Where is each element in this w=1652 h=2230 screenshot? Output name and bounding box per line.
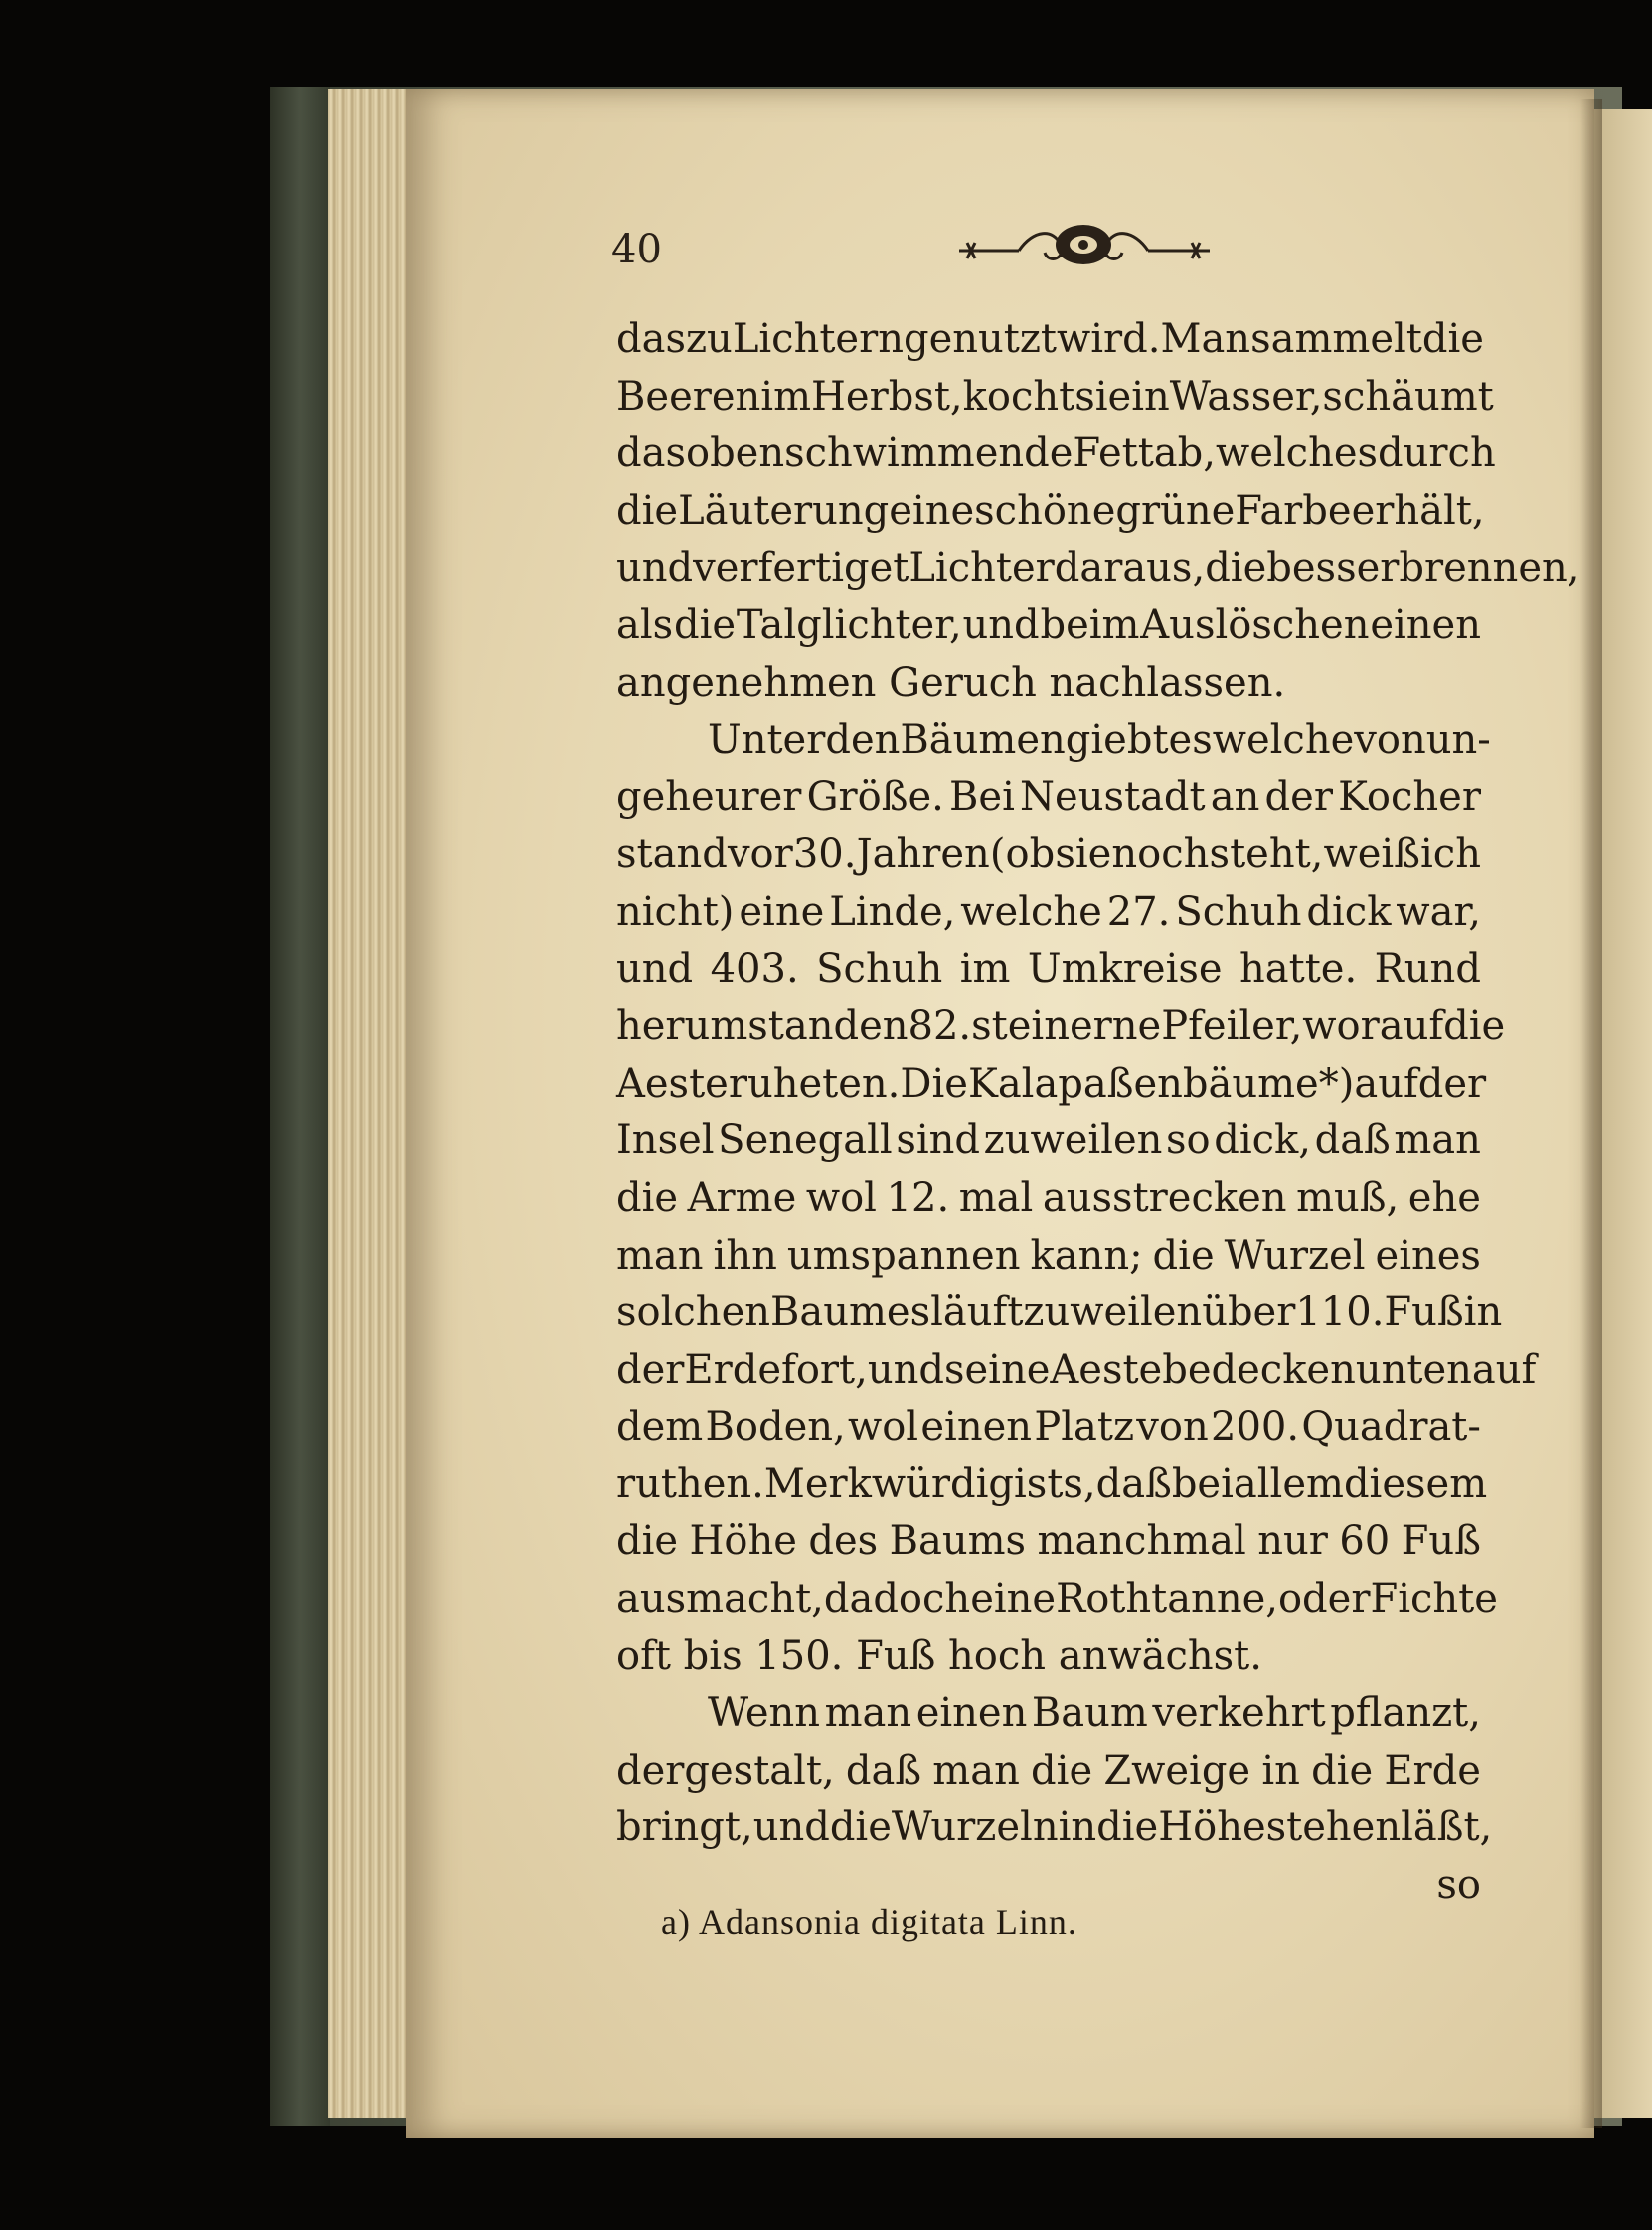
- text-line: ruthen. Merkwürdig ists, daß bei allem diesem: [616, 1460, 1488, 1507]
- text-line: die Höhe des Baums manchmal nur 60 Fuß: [616, 1518, 1481, 1565]
- text-line: dergestalt, daß man die Zweige in die Erde: [616, 1747, 1481, 1794]
- text-line: und verfertiget Lichter daraus, die besser brennen,: [616, 545, 1580, 592]
- text-line: geheurer Größe. Bei Neustadt an der Kocher: [616, 773, 1481, 820]
- text-line: stand vor 30. Jahren (ob sie noch steht, weiß ich: [616, 831, 1481, 878]
- text-line: dem Boden, wol einen Platz von 200. Quadrat-: [616, 1404, 1481, 1451]
- catchword: so: [1436, 1862, 1481, 1909]
- book-spine: [270, 87, 330, 2126]
- text-line: der Erde fort, und seine Aeste bedecken unten auf: [616, 1346, 1537, 1393]
- gutter-shadow: [1580, 99, 1602, 2128]
- text-line: die Arme wol 12. mal ausstrecken muß, ehe: [616, 1174, 1481, 1221]
- page-number: 40: [611, 227, 662, 272]
- text-line: Insel Senegall sind zuweilen so dick, daß man: [616, 1117, 1481, 1164]
- text-line: bringt, und die Wurzeln in die Höhe stehen läßt,: [616, 1804, 1493, 1851]
- paragraph-start-line: Wenn man einen Baum verkehrt pflanzt,: [708, 1690, 1481, 1737]
- text-line: man ihn umspannen kann; die Wurzel eines: [616, 1232, 1481, 1279]
- facing-page-edge: [1594, 109, 1652, 2118]
- footnote: a) Adansonia digitata Linn.: [661, 1902, 1077, 1942]
- text-line: Beeren im Herbst, kocht sie in Wasser, schäumt: [616, 373, 1494, 420]
- body-text: [616, 311, 1580, 1915]
- text-line: das zu Lichtern genutzt wird. Man sammelt die: [616, 316, 1484, 362]
- paragraph-start-line: Unter den Bäumen giebt es welche von un-: [708, 717, 1491, 764]
- text-line: als die Talglichter, und beim Auslöschen einen: [616, 601, 1481, 648]
- text-line: angenehmen Geruch nachlassen.: [616, 659, 1286, 706]
- text-line: oft bis 150. Fuß hoch anwächst.: [616, 1632, 1262, 1679]
- header-ornament-icon: [949, 209, 1218, 278]
- text-line: das obenschwimmende Fett ab, welches durch: [616, 430, 1496, 477]
- text-line: solchen Baumes läuft zuweilen über 110. Fuß in: [616, 1289, 1503, 1336]
- text-line: und 403. Schuh im Umkreise hatte. Rund: [616, 945, 1481, 992]
- text-line: Aeste ruheten. Die Kalapaßenbäume*) auf der: [616, 1060, 1487, 1107]
- text-line: ausmacht, da doch eine Rothtanne, oder Fichte: [616, 1576, 1498, 1623]
- text-line: herum standen 82. steinerne Pfeiler, worauf die: [616, 1003, 1506, 1050]
- text-line: nicht) eine Linde, welche 27. Schuh dick war,: [616, 888, 1481, 935]
- text-line: die Läuterung eine schöne grüne Farbe erhält,: [616, 487, 1485, 534]
